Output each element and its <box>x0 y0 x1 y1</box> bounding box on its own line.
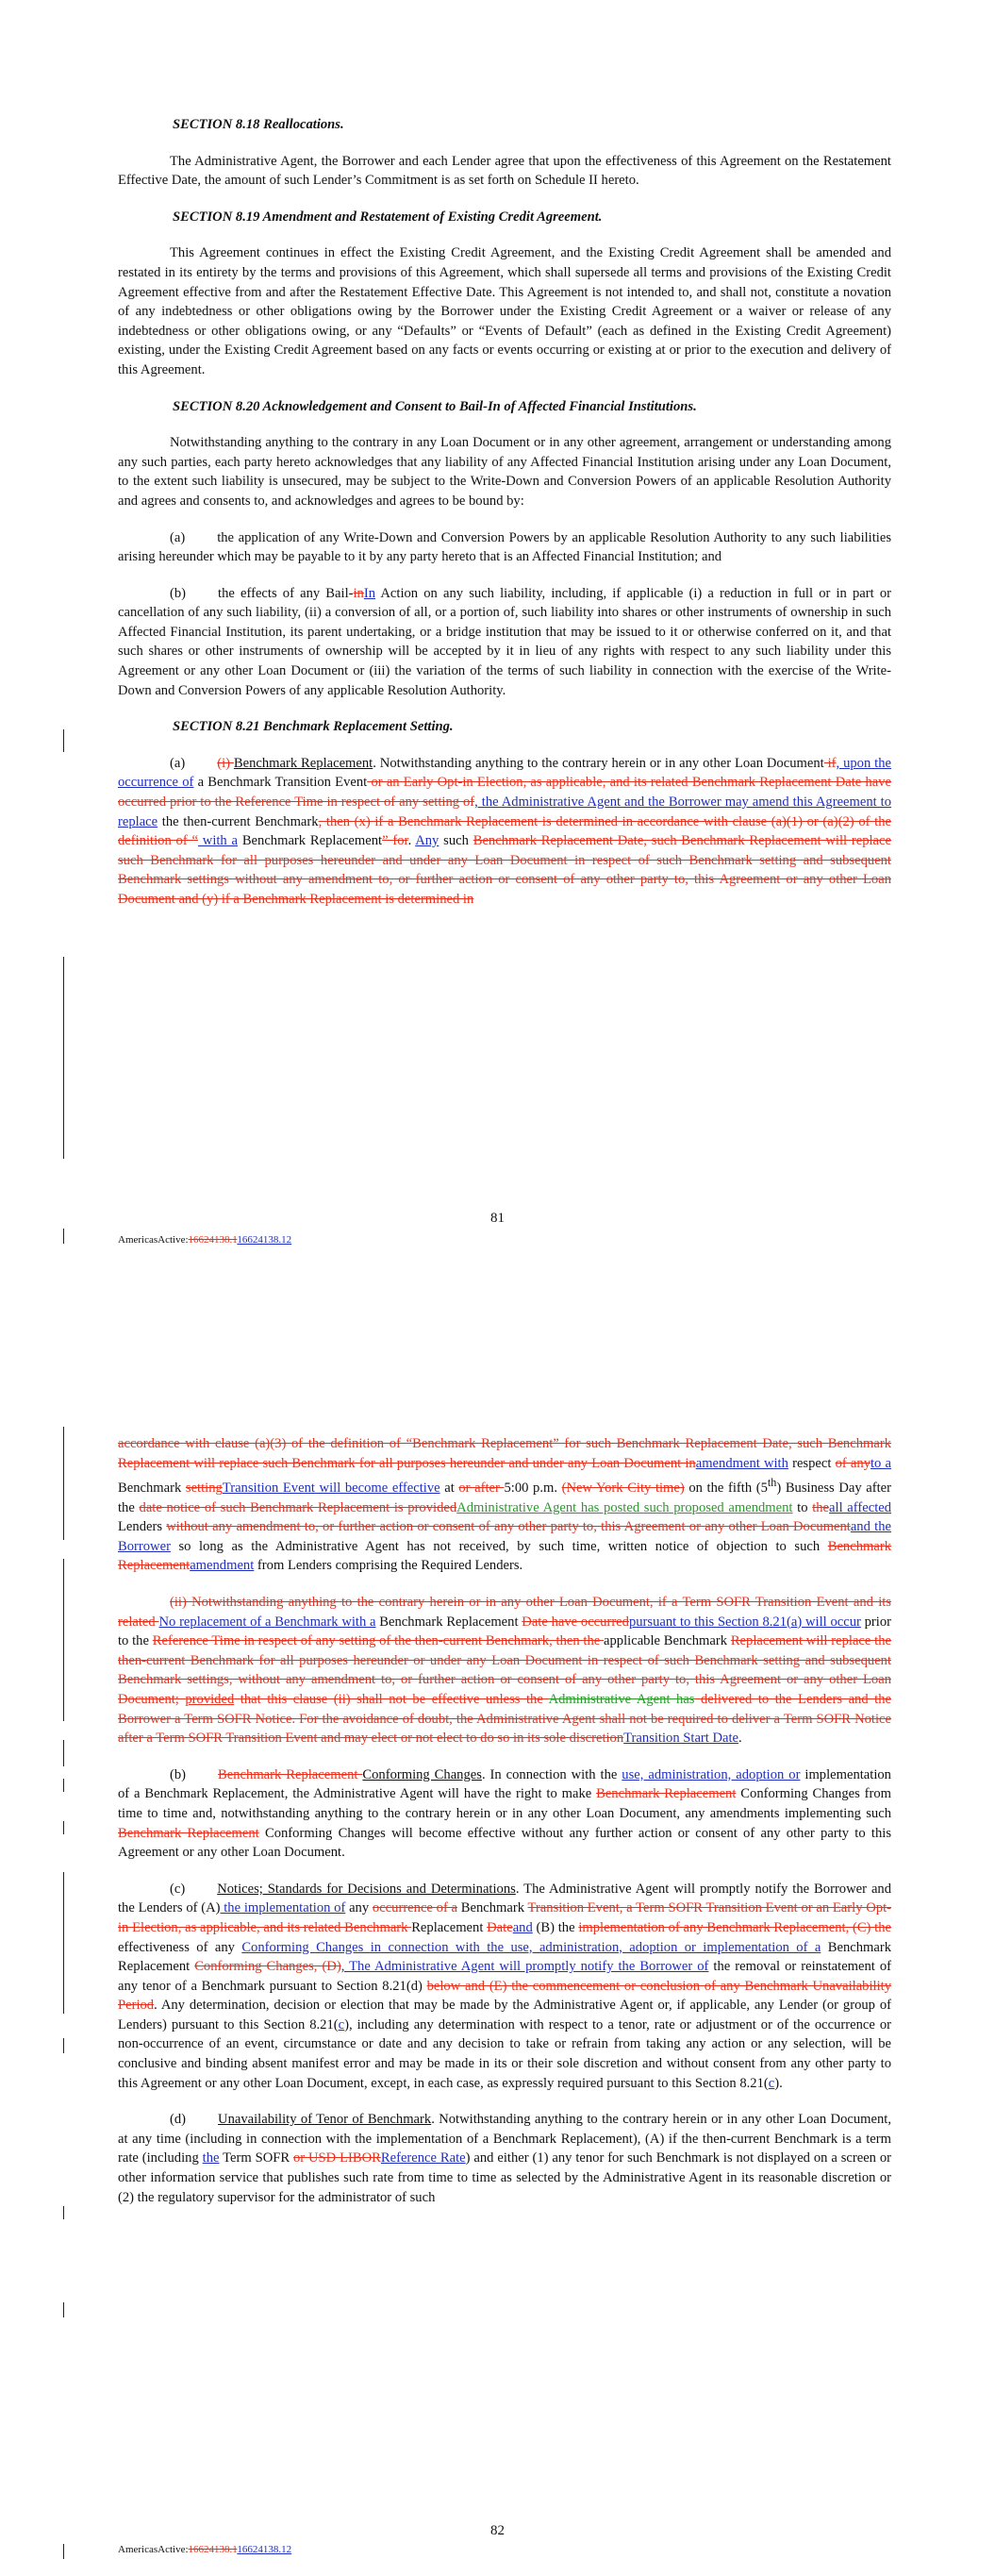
body-text: applicable Benchmark <box>604 1633 731 1649</box>
deleted-text: Transition Event, a Term SOFR Transition Event or an Early Opt-in Election, as applicable, and its related Benchmark <box>118 1900 891 1935</box>
deleted-text: Reference Time in respect of any setting of the then-current Benchmark, then the <box>152 1633 605 1649</box>
body-text: ). <box>774 2075 783 2091</box>
page-82-body <box>118 1434 891 2224</box>
deleted-text: Benchmark Replacement Date, such Benchmark Replacement will replace such Benchmark for all purposes hereunder and under any Loan Document in respect of such Benchmark setting and subsequent Benchmark settings without any amendment to, or further action or consent of any other party to, this Agreement or any other Loan Document and (y) if a Benchmark Replacement is determined in <box>118 833 891 907</box>
deleted-text: occurrence of a <box>372 1900 458 1916</box>
deleted-text: that this clause (ii) shall not be effective unless the <box>234 1691 549 1707</box>
body-text: . Notwithstanding anything to the contrary herein or in any other Loan Document <box>373 755 824 771</box>
inserted-text: the implementation of <box>220 1900 346 1916</box>
body-text: from Lenders comprising the Required Lenders. <box>254 1558 523 1574</box>
deleted-text: Replacement will replace the then-current Benchmark for all purposes hereunder or under any Loan Document in respect of such Benchmark setting and subsequent Benchmark settings, without any amendment to, or further action or consent of any other party to, this Agreement or any other Loan Document; <box>118 1633 891 1707</box>
change-bar <box>63 1872 64 2014</box>
change-bar <box>63 1740 64 1766</box>
footer-text: 16624138.12 <box>237 2544 292 2555</box>
inserted-text: No replacement of a Benchmark with a <box>158 1614 376 1630</box>
body-text: Benchmark Replacement <box>375 1614 522 1630</box>
body-text: (B) the <box>532 1919 579 1935</box>
inserted-text: to a <box>871 1455 891 1471</box>
inserted-text: , upon the occurrence of <box>118 755 892 791</box>
deleted-text: Benchmark Replacement <box>118 1825 259 1841</box>
footer-text: th <box>767 1476 777 1490</box>
deleted-text: if <box>823 755 837 771</box>
body-text: respect <box>788 1455 836 1471</box>
section-8-21-clause-a <box>118 754 891 910</box>
body-text: implementation of a Benchmark Replacement, the Administrative Agent will have the right to make <box>118 1766 891 1802</box>
body-text: ), including any determination with respect to a tenor, rate or adjustment or of the occurrence or non-occurrence of an event, circumstance or date and any decision to take or refrain from taking any action or any selection, will be conclusive and binding absent manifest error and may be made in its or their sole discretion and without consent from any other party to this Agreement or any other Loan Document, except, in each case, as expressly required pursuant to this Section 8.21( <box>118 2016 891 2091</box>
inserted-text: Any <box>415 833 439 849</box>
inserted-text: and the Borrower <box>118 1519 891 1554</box>
clause-label: (c) <box>170 1881 186 1897</box>
section-8-20-clause-a <box>118 528 891 567</box>
body-text: to <box>792 1499 813 1515</box>
body-text: . <box>738 1731 742 1747</box>
body-text: 5:00 p.m. <box>504 1480 562 1497</box>
clause-label: (a) <box>170 529 186 545</box>
deleted-text: Benchmark Replacement <box>596 1786 737 1802</box>
body-text: at <box>439 1480 459 1497</box>
clause-label: (b) <box>170 1766 187 1782</box>
inserted-text: c <box>768 2075 775 2091</box>
body-text: Term SOFR <box>219 2150 293 2166</box>
deleted-text: (New York City time) <box>561 1480 685 1497</box>
body-text: . Any determination, decision or election that may be made by the Administrative Agent or, if applicable, any Lender (or group of Lenders) pursuant to this Section 8.21( <box>118 1998 891 2032</box>
inserted-text: amendment <box>190 1558 255 1574</box>
change-bar <box>63 1559 64 1721</box>
inserted-text: pursuant to this Section 8.21(a) will occur <box>628 1614 861 1630</box>
deleted-text: the <box>812 1499 830 1515</box>
change-bar <box>63 2206 64 2219</box>
deleted-text: Date <box>487 1919 513 1935</box>
deleted-text: in <box>353 585 364 601</box>
inserted-text: amendment with <box>695 1455 788 1471</box>
body-text: Replacement <box>411 1919 488 1935</box>
deleted-text: date notice of such Benchmark Replacement is provided <box>139 1499 457 1515</box>
body-text: on the fifth (5 <box>684 1480 768 1497</box>
inserted-text: Conforming Changes in connection with the use, administration, adoption or implementation of a <box>241 1939 821 1955</box>
body-text: the removal or reinstatement of any tenor of a Benchmark pursuant to Section 8.21(d) <box>118 1959 892 1994</box>
body-text: Action on any such liability, including, if applicable (i) a reduction in full or in part or cancellation of any such liability, (ii) a conversion of all, or a portion of, such liability into shares or other instruments of ownership in such Affected Financial Institution, its parent undertaking, or a bridge institution that may be issued to it or otherwise conferred on it, and that such shares or other instruments of ownership will be accepted by it in lieu of any rights with respect to any such liability under this Agreement or any other Loan Document or (iii) the variation of the terms of such liability in connection with the exercise of the Write-Down and Conversion Powers of any applicable Resolution Authority. <box>118 585 891 698</box>
moved-deleted-text: Administrative Agent has <box>548 1691 695 1707</box>
change-bar <box>63 1229 64 1244</box>
body-text: Lenders <box>118 1519 167 1535</box>
body-text: . Notwithstanding anything to the contrary herein or in any other Loan Document, at any time (including in connection with the implementation of a Benchmark Replacement), (A) if the then-current Benchmark is a term rate (including <box>118 2112 891 2166</box>
page-number: 81 <box>490 1211 505 1226</box>
body-text: Conforming Changes from time to time and, notwithstanding anything to the contrary herein or in any other Loan Document, any amendments implementing such <box>118 1786 892 1821</box>
inserted-text: c <box>338 2016 345 2032</box>
deleted-text: of any <box>835 1455 871 1471</box>
deleted-text: below and (E) the commencement or conclusion of any Benchmark Unavailability Period <box>118 1978 891 2014</box>
inserted-text: and <box>512 1919 533 1935</box>
deleted-text: or an Early Opt-in Election, as applicable, and its related Benchmark Replacement Date have occurred prior to the Reference Time in respect of any setting of <box>118 775 892 811</box>
page-82 <box>0 1293 995 2576</box>
footer-text: 16624138.1 <box>188 1234 238 1246</box>
footer-text: 16624138.1 <box>188 2544 238 2555</box>
moved-text: Administrative Agent has posted such proposed amendment <box>456 1499 793 1515</box>
section-8-20-heading: SECTION 8.20 Acknowledgement and Consent to Bail-In of Affected Financial Institutions. <box>173 398 697 414</box>
clause-title: Notices; Standards for Decisions and Determinations <box>217 1881 516 1897</box>
change-bar <box>63 2544 64 2559</box>
body-text: the then-current Benchmark <box>158 813 319 829</box>
inserted-text: the <box>202 2150 220 2166</box>
clause-label: (d) <box>170 2112 187 2128</box>
deleted-text: Conforming Changes, (D) <box>194 1959 341 1975</box>
body-text: Benchmark Replacement <box>238 833 383 849</box>
change-bar <box>63 729 64 752</box>
clause-label: (a) <box>170 755 186 771</box>
inserted-text: In <box>363 585 376 601</box>
deleted-text: accordance with clause (a)(3) of the definition of “Benchmark Replacement” for such Benchmark Replacement Date, such Benchmark Replacement will replace such Benchmark for all purposes hereunder and under any Loan Document in <box>118 1436 891 1471</box>
section-8-18-heading: SECTION 8.18 Reallocations. <box>173 117 344 132</box>
section-8-19-heading: SECTION 8.19 Amendment and Restatement of Existing Credit Agreement. <box>173 209 603 225</box>
footer-doc-id <box>118 1234 291 1246</box>
body-text: prior to the <box>118 1614 891 1649</box>
body-text: Benchmark Replacement <box>118 1939 892 1975</box>
page-number: 82 <box>490 2523 505 2538</box>
deleted-text: implementation of any Benchmark Replacement, (C) the <box>578 1919 891 1935</box>
inserted-text: Transition Event will become effective <box>222 1480 440 1497</box>
page-81-body <box>118 115 891 927</box>
clause-label: (b) <box>170 585 187 601</box>
footer-doc-id <box>118 2544 291 2555</box>
clause-a-continuation <box>118 1434 891 1576</box>
deleted-text: , then (x) if a Benchmark Replacement is determined in accordance with clause (a)(1) or (a)(2) of the definition of “ <box>118 813 891 849</box>
body-text: ) and either (1) any tenor for such Benchmark is not displayed on a screen or other information service that publishes such rate from time to time as selected by the Administrative Agent in its reasonable discretion or (2) the regulatory supervisor for the administrator of such <box>118 2150 892 2205</box>
body-text: Benchmark <box>118 1480 186 1497</box>
clause-title: Conforming Changes <box>362 1766 482 1782</box>
deleted-text: without any amendment to, or further action or consent of any other party to, this Agreement or any other Loan Document <box>166 1519 851 1535</box>
change-bar <box>63 1821 64 1834</box>
body-text: so long as the Administrative Agent has not received, by such time, written notice of objection to such <box>170 1538 828 1554</box>
body-text: the application of any Write-Down and Conversion Powers by an applicable Resolution Authority to any such liabilities arising hereunder which may be payable to it by any party hereto that is an Affected Financial Institution; and <box>118 529 891 565</box>
clause-d <box>118 2110 891 2207</box>
body-text: a Benchmark Transition Event <box>193 775 368 791</box>
footer-text: AmericasActive: <box>118 1234 189 1246</box>
body-text: effectiveness of any <box>118 1939 242 1955</box>
change-bar <box>63 957 64 1159</box>
body-text: ) Business Day after the <box>118 1480 891 1515</box>
section-8-18-body: The Administrative Agent, the Borrower and each Lender agree that upon the effectiveness of this Agreement on the Restatement Effective Date, the amount of such Lender’s Commitment is as set forth on Schedule II hereto. <box>118 153 891 189</box>
inserted-text: Transition Start Date <box>623 1731 739 1747</box>
deleted-text: or USD LIBOR <box>292 2150 381 2166</box>
change-bar <box>63 1427 64 1540</box>
clause-title: Benchmark Replacement <box>233 755 373 771</box>
deleted-text: ” for <box>382 833 408 849</box>
deleted-text: delivered to the Lenders and the Borrower a Term SOFR Notice. For the avoidance of doubt, the Administrative Agent shall not be required to deliver a Term SOFR Notice after a Term SOFR Transition Event and may elect or not elect to do so in its sole discretion <box>118 1691 891 1747</box>
inserted-text: with a <box>197 833 239 849</box>
deleted-text: setting <box>185 1480 223 1497</box>
deleted-text: (i) <box>217 755 234 771</box>
body-text: Benchmark <box>457 1900 528 1916</box>
section-8-20-body: Notwithstanding anything to the contrary in any Loan Document or in any other agreement, arrangement or understanding among any such parties, each party hereto acknowledges that any liability of any Affected Financial Institution arising under any Loan Document, to the extent such liability is unsecured, may be subject to the Write-Down and Conversion Powers of an applicable Resolution Authority and agrees and consents to, and acknowledges and agrees to be bound by: <box>118 435 891 509</box>
deleted-text: or after <box>458 1480 505 1497</box>
clause-title: Unavailability of Tenor of Benchmark <box>218 2112 432 2128</box>
inserted-text: , The Administrative Agent will promptly notify the Borrower of <box>340 1959 709 1975</box>
deleted-text: provided <box>185 1691 235 1707</box>
inserted-text: all affected <box>829 1499 892 1515</box>
deleted-text: Benchmark Replacement <box>218 1766 363 1782</box>
body-text: . The Administrative Agent will promptly notify the Borrower and the Lenders of (A) <box>118 1881 892 1916</box>
body-text: any <box>345 1900 373 1916</box>
inserted-text: use, administration, adoption or <box>622 1766 801 1782</box>
section-8-20-clause-b <box>118 584 891 701</box>
inserted-text: , the Administrative Agent and the Borrower may amend this Agreement to replace <box>118 795 892 829</box>
deleted-text: Benchmark Replacement <box>118 1538 891 1574</box>
deleted-text: (ii) Notwithstanding anything to the contrary herein or in any other Loan Document, if a Term SOFR Transition Event and its related <box>118 1595 891 1630</box>
clause-c <box>118 1880 891 2094</box>
section-8-21-heading: SECTION 8.21 Benchmark Replacement Setting. <box>173 719 454 735</box>
body-text: . In connection with the <box>481 1766 622 1782</box>
body-text: Conforming Changes will become effective without any further action or consent of any other party to this Agreement or any other Loan Document. <box>118 1825 892 1861</box>
change-bar <box>63 2038 64 2053</box>
footer-text: 16624138.12 <box>237 1234 292 1246</box>
body-text: such <box>439 833 473 849</box>
change-bar <box>63 1779 64 1792</box>
clause-b <box>118 1765 891 1863</box>
inserted-text: Reference Rate <box>380 2150 466 2166</box>
deleted-text: Date have occurred <box>522 1614 629 1630</box>
footer-text: AmericasActive: <box>118 2544 189 2555</box>
body-text: . <box>407 833 416 849</box>
section-8-19-body: This Agreement continues in effect the Existing Credit Agreement, and the Existing Credit Agreement shall be amended and restated in its entirety by the terms and provisions of this Agreement, which shall supersede all terms and provisions of the Existing Credit Agreement effective from and after the Restatement Effective Date. This Agreement is not intended to, and shall not, constitute a novation of any indebtedness or other obligations owing by the Borrower under the Existing Credit Agreement or a waiver or release of any indebtedness or other obligations owing, or any “Defaults” or “Events of Default” (each as defined in the Existing Credit Agreement) existing, under the Existing Credit Agreement based on any facts or events occurring or existing at or prior to the execution and delivery of this Agreement. <box>118 245 891 377</box>
change-bar <box>63 2302 64 2317</box>
body-text: the effects of any Bail- <box>218 585 354 601</box>
clause-ii <box>118 1593 891 1748</box>
